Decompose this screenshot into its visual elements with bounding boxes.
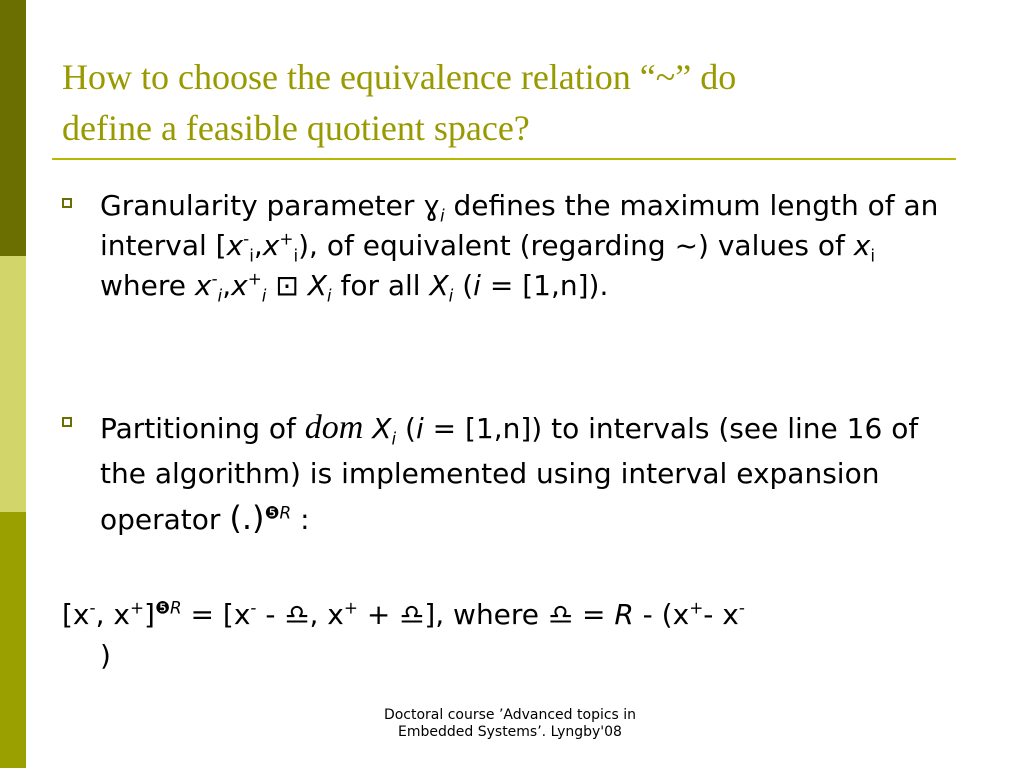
slide-title <box>62 52 962 154</box>
slide-title-line1: How to choose the equivalence relation “~” do <box>62 57 737 97</box>
square-bullet-icon <box>62 198 72 208</box>
square-bullet-icon <box>62 417 72 427</box>
slide-footer <box>360 707 660 741</box>
delta-symbol: ♎ <box>547 598 574 631</box>
title-underline <box>52 158 956 160</box>
bullet-partitioning <box>62 405 962 542</box>
footer-line2: Embedded Systems’. Lyngby'08 <box>398 724 622 740</box>
sidebar-segment-bottom <box>0 512 26 768</box>
operator-symbol: ❺ <box>154 597 170 618</box>
bullet-text: Partitioning of dom $X_i$ (i = [1,n]) to intervals (see line 16 of the algorithm) is implemented using interval expansion operator (.)$^{❺R}$ : <box>100 409 919 537</box>
delta-symbol: ♎ <box>399 598 425 631</box>
bullet-text: Granularity parameter ɣ$_i$ defines the maximum length of an interval $[x^-_i,x^+_i)$, of equivalent (regarding ~) values of $x_i$ where $x^-_i,x^+_i$ ⊡ $X_i$ for all $X_i$ (i = [1,n]). <box>100 189 939 306</box>
bullet-granularity <box>62 186 962 306</box>
element-of-symbol: ⊡ <box>266 269 308 302</box>
sidebar-decoration <box>0 0 26 768</box>
gamma-symbol: ɣ <box>423 189 440 222</box>
footer-line1: Doctoral course ’Advanced topics in <box>383 707 637 723</box>
delta-symbol: ♎ <box>284 598 310 631</box>
sidebar-segment-middle <box>0 256 26 512</box>
sidebar-segment-top <box>0 0 26 256</box>
expansion-formula: [x-, x+]$^{❺R}$ = [x- - ♎, x+ + ♎], where ♎ = R - (x+- x- ) <box>62 597 745 672</box>
slide-title-line2: define a feasible quotient space? <box>62 108 530 148</box>
operator-symbol: ❺ <box>264 502 280 523</box>
dom-word: dom <box>304 409 364 446</box>
